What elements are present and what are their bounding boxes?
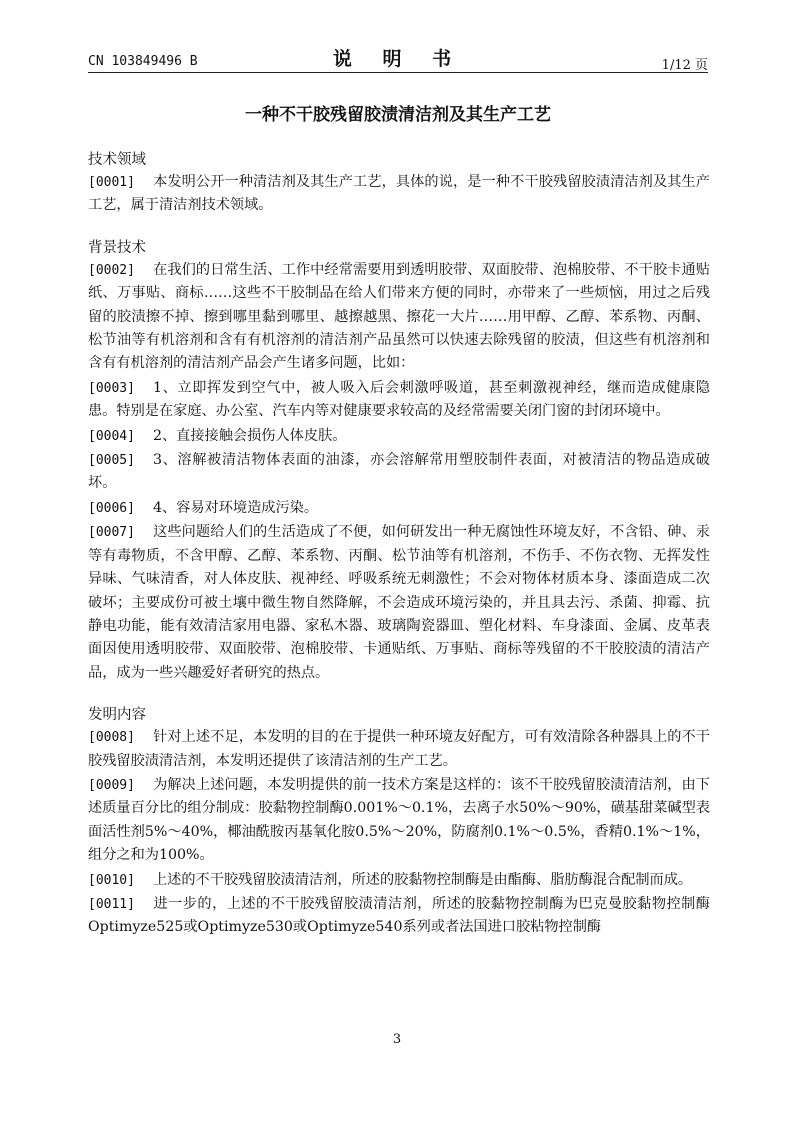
document-type: 说 明 书 (332, 48, 464, 70)
paragraph (88, 521, 710, 685)
header-divider (88, 72, 708, 73)
paragraph (88, 377, 710, 424)
paragraph-number: [0006] (88, 500, 135, 516)
paragraph-text: 2、直接接触会损伤人体皮肤。 (152, 427, 347, 444)
paragraph-number: [0009] (88, 777, 135, 793)
page-header (88, 44, 708, 74)
page-info: 1/12 页 (661, 58, 708, 73)
page-number: 3 (392, 1032, 402, 1047)
paragraph (88, 171, 710, 218)
document-title: 一种不干胶残留胶渍清洁剂及其生产工艺 (245, 105, 551, 125)
paragraph (88, 869, 710, 892)
paragraph-number: [0004] (88, 428, 135, 444)
paragraph-text: 本发明公开一种清洁剂及其生产工艺，具体的说，是一种不干胶残留胶渍清洁剂及其生产工艺，属于清洁剂技术领域。 (88, 174, 710, 214)
paragraph-text: 上述的不干胶残留胶渍清洁剂，所述的胶黏物控制酶是由酯酶、脂肪酶混合配制而成。 (152, 871, 693, 888)
paragraph-text: 1、立即挥发到空气中，被人吸入后会刺激呼吸道，甚至刺激视神经，继而造成健康隐患。特别是在家庭、办公室、汽车内等对健康要求较高的及经常需要关闭门窗的封闭环境中。 (88, 379, 710, 420)
paragraph-text: 这些问题给人们的生活造成了不便，如何研发出一种无腐蚀性环境友好，不含铅、砷、汞等有毒物质，不含甲醇、乙醇、苯系物、丙酮、松节油等有机溶剂，不伤手、不伤衣物、无挥发性异味、气味清香，对人体皮肤、视神经、呼吸系统无刺激性；不会对物体材质本身、漆面造成二次破坏；主要成份可被土壤中微生物自然降解，不会造成环境污染的，并且具去污、杀菌、抑霉、抗静电功能，能有效清洁家用电器、家私木器、玻璃陶瓷器皿、塑化材料、车身漆面、金属、皮革表面因使用透明胶带、双面胶带、泡棉胶带、卡通贴纸、万事贴、商标等残留的不干胶胶渍的清洁产品，成为一些兴趣爱好者研究的热点。 (88, 524, 710, 681)
paragraph-number: [0002] (88, 262, 135, 278)
paragraph (88, 774, 710, 868)
paragraph-text: 4、容易对环境造成污染。 (152, 499, 319, 516)
paragraph-text: 在我们的日常生活、工作中经常需要用到透明胶带、双面胶带、泡棉胶带、不干胶卡通贴纸、万事贴、商标……这些不干胶制品在给人们带来方便的同时，亦带来了一些烦恼，用过之后残留的胶渍擦不掉、擦到哪里黏到哪里、越擦越黑、擦花一大片……用甲醇、乙醇、苯系物、丙酮、松节油等有机溶剂和含有有机溶剂的清洁剂产品虽然可以快速去除残留的胶渍，但这些有机溶剂和含有有机溶剂的清洁剂产品会产生诸多问题，比如： (88, 261, 710, 372)
paragraph (88, 449, 710, 496)
paragraph-number: [0010] (88, 872, 135, 888)
paragraph (88, 893, 710, 940)
paragraph-number: [0007] (88, 525, 135, 541)
paragraph-text: 进一步的，上述的不干胶残留胶渍清洁剂，所述的胶黏物控制酶为巴克曼胶黏物控制酶Optimyze525或Optimyze530或Optimyze540系列或者法国进口胶粘物控制酶 (88, 895, 710, 936)
section-heading: 背景技术 (88, 239, 146, 256)
section-heading: 发明内容 (88, 707, 146, 724)
paragraph-text: 为解决上述问题，本发明提供的前一技术方案是这样的：该不干胶残留胶渍清洁剂，由下述质量百分比的组分制成：胶黏物控制酶0.001%～0.1%，去离子水50%～90%，磺基甜菜碱型表面活性剂5%～40%，椰油酰胺丙基氧化胺0.5%～20%，防腐剂0.1%～0.5%，香精0.1%～1%，组分之和为100%。 (88, 776, 710, 864)
paragraph-number: [0003] (88, 380, 135, 396)
paragraph-number: [0011] (88, 896, 135, 912)
section-heading: 技术领域 (88, 152, 146, 168)
paragraph-text: 针对上述不足，本发明的目的在于提供一种环境友好配方，可有效清除各种器具上的不干胶残留胶渍清洁剂，本发明还提供了该清洁剂的生产工艺。 (88, 729, 710, 769)
patent-number: CN 103849496 B (88, 54, 198, 69)
paragraph (88, 425, 710, 448)
paragraph-number: [0008] (88, 730, 135, 746)
paragraph (88, 497, 710, 520)
paragraph (88, 726, 710, 773)
paragraph-text: 3、溶解被清洁物体表面的油漆，亦会溶解常用塑胶制件表面，对被清洁的物品造成破坏。 (88, 452, 710, 492)
paragraph-number: [0005] (88, 453, 135, 469)
paragraph-number: [0001] (88, 175, 135, 190)
document-body (88, 148, 710, 941)
paragraph (88, 259, 710, 376)
